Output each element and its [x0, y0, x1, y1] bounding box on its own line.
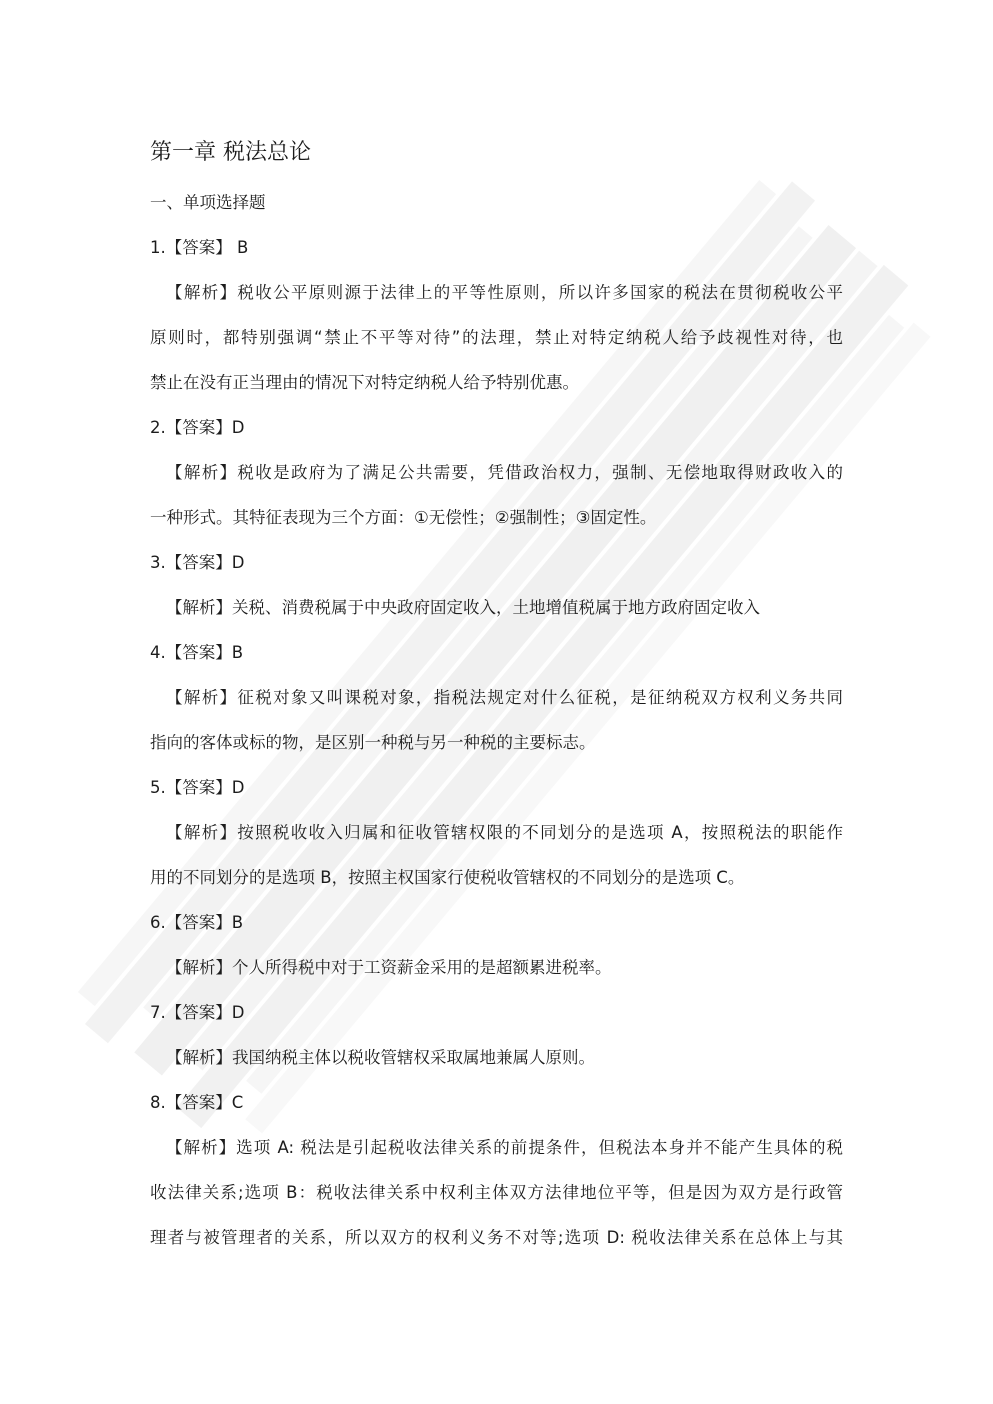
- answer-1: 1.【答案】 B: [150, 238, 249, 257]
- analysis-1-line-1: 【解析】税收公平原则源于法律上的平等性原则，所以许多国家的税法在贯彻税收公平: [166, 283, 843, 302]
- analysis-8-line-1: 【解析】选项 A: 税法是引起税收法律关系的前提条件，但税法本身并不能产生具体的税: [166, 1138, 843, 1157]
- answer-5: 5.【答案】D: [150, 778, 245, 797]
- answer-7: 7.【答案】D: [150, 1003, 245, 1022]
- analysis-7-line-1: 【解析】我国纳税主体以税收管辖权采取属地兼属人原则。: [166, 1048, 595, 1067]
- analysis-2-line-2: 一种形式。其特征表现为三个方面：①无偿性；②强制性；③固定性。: [150, 508, 657, 527]
- section-heading: 一、单项选择题: [150, 193, 266, 212]
- answer-3: 3.【答案】D: [150, 553, 245, 572]
- analysis-8-line-3: 理者与被管理者的关系，所以双方的权利义务不对等;选项 D: 税收法律关系在总体上与其: [150, 1228, 843, 1247]
- answer-8: 8.【答案】C: [150, 1093, 244, 1112]
- analysis-3-line-1: 【解析】关税、消费税属于中央政府固定收入，土地增值税属于地方政府固定收入: [166, 598, 760, 617]
- analysis-5-line-2: 用的不同划分的是选项 B，按照主权国家行使税收管辖权的不同划分的是选项 C。: [150, 868, 745, 887]
- analysis-4-line-1: 【解析】征税对象又叫课税对象，指税法规定对什么征税，是征纳税双方权利义务共同: [166, 688, 843, 707]
- analysis-2-line-1: 【解析】税收是政府为了满足公共需要，凭借政治权力，强制、无偿地取得财政收入的: [166, 463, 843, 482]
- analysis-5-line-1: 【解析】按照税收收入归属和征收管辖权限的不同划分的是选项 A，按照税法的职能作: [166, 823, 843, 842]
- answer-2: 2.【答案】D: [150, 418, 245, 437]
- analysis-4-line-2: 指向的客体或标的物，是区别一种税与另一种税的主要标志。: [150, 733, 596, 752]
- analysis-8-line-2: 收法律关系;选项 B：税收法律关系中权利主体双方法律地位平等，但是因为双方是行政管: [150, 1183, 843, 1202]
- answer-6: 6.【答案】B: [150, 913, 244, 932]
- answer-4: 4.【答案】B: [150, 643, 244, 662]
- analysis-1-line-3: 禁止在没有正当理由的情况下对特定纳税人给予特别优惠。: [150, 373, 579, 392]
- analysis-6-line-1: 【解析】个人所得税中对于工资薪金采用的是超额累进税率。: [166, 958, 612, 977]
- analysis-1-line-2: 原则时，都特别强调“禁止不平等对待”的法理，禁止对特定纳税人给予歧视性对待，也: [150, 328, 843, 347]
- chapter-title: 第一章 税法总论: [150, 140, 311, 165]
- document-content: [150, 130, 843, 1260]
